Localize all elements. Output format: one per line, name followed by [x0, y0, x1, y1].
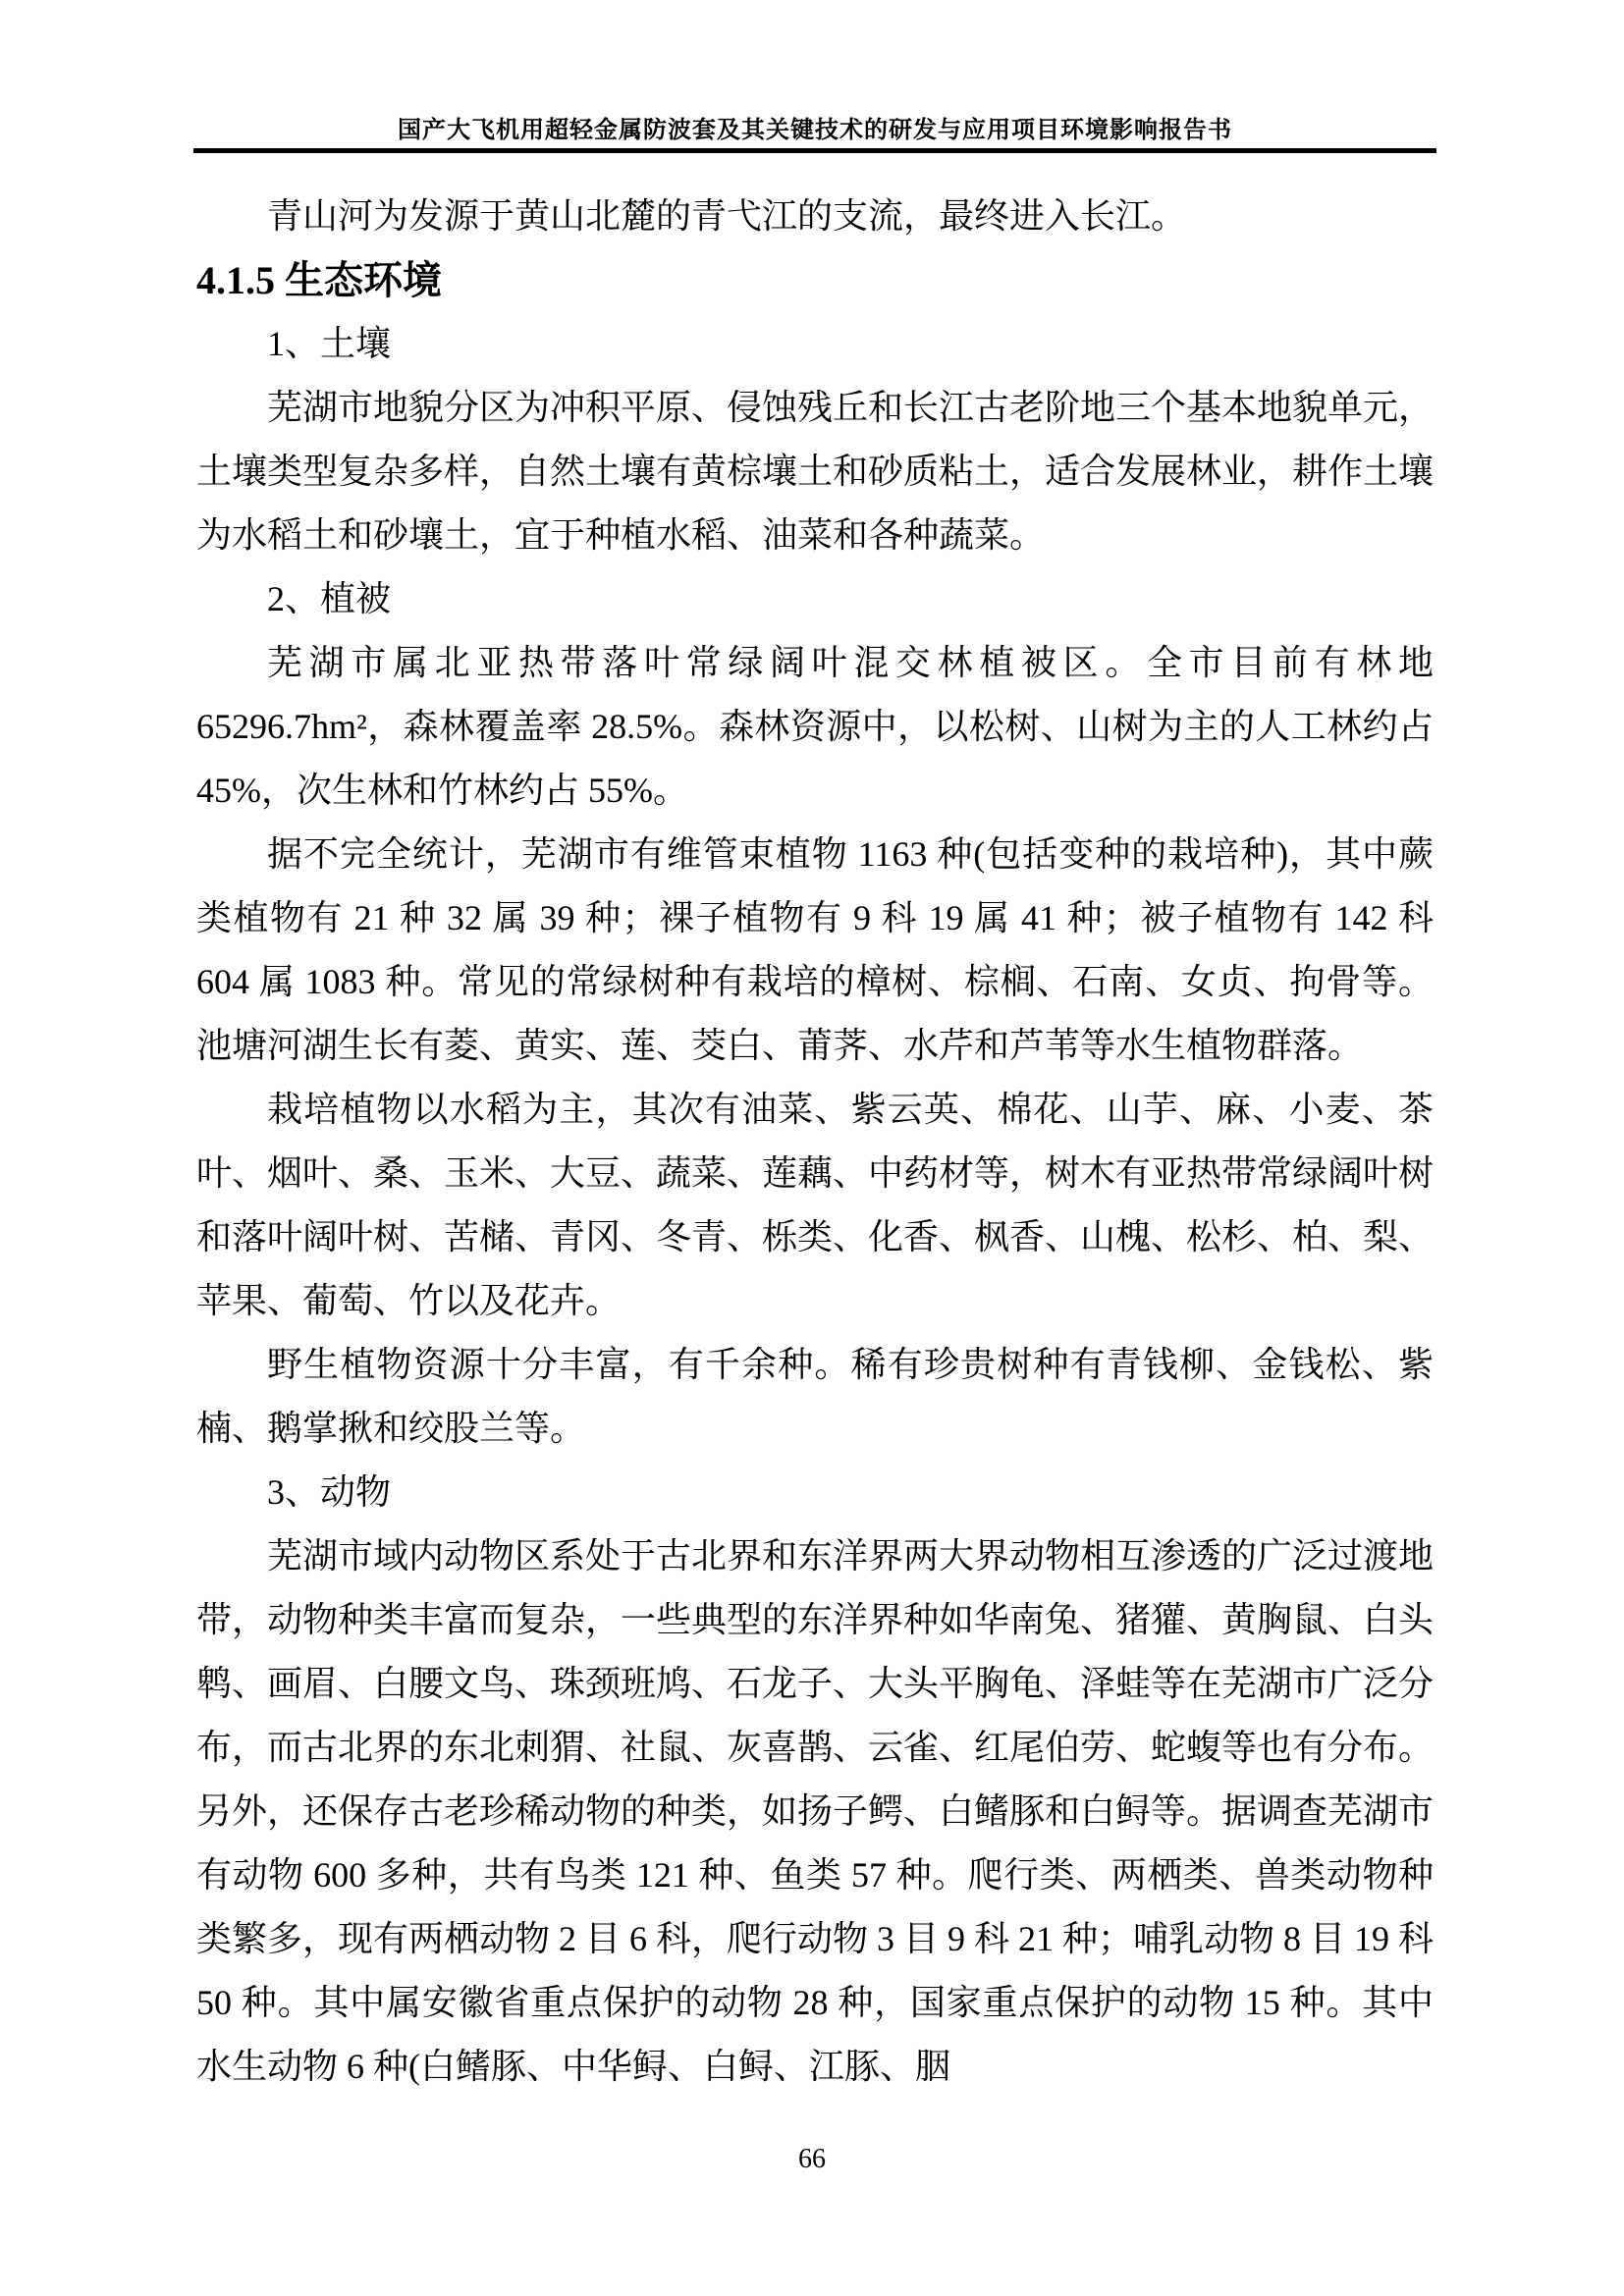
paragraph-soil: 芜湖市地貌分区为冲积平原、侵蚀残丘和长江古老阶地三个基本地貌单元，土壤类型复杂多样，自然土壤有黄棕壤土和砂质粘土，适合发展林业，耕作土壤为水稻土和砂壤土，宜于种植水稻、油菜和各种蔬菜。 — [196, 388, 1435, 555]
paragraph-cultivated-plants: 栽培植物以水稻为主，其次有油菜、紫云英、棉花、山芋、麻、小麦、茶叶、烟叶、桑、玉米、大豆、蔬菜、莲藕、中药材等，树木有亚热带常绿阔叶树和落叶阔叶树、苦槠、青冈、冬青、栎类、化香、枫香、山槐、松杉、柏、梨、苹果、葡萄、竹以及花卉。 — [196, 1090, 1435, 1320]
paragraph-qingshan-river: 青山河为发源于黄山北麓的青弋江的支流，最终进入长江。 — [267, 196, 1187, 236]
header-divider — [193, 148, 1436, 153]
item-vegetation: 2、植被 — [267, 579, 392, 618]
page-number: 66 — [798, 2144, 826, 2174]
document-body — [196, 185, 1434, 2099]
paragraph-plant-statistics: 据不完全统计，芜湖市有维管束植物 1163 种(包括变种的栽培种)，其中蕨类植物有 21 种 32 属 39 种；裸子植物有 9 科 19 属 41 种；被子植物有 142 科 604 属 1083 种。常见的常绿树种有栽培的樟树、棕榈、石南、女贞、拘骨等。池塘河湖生长有菱、黄实、莲、茭白、莆荠、水芹和芦苇等水生植物群落。 — [196, 834, 1434, 1065]
section-heading-ecology: 4.1.5 生态环境 — [196, 258, 442, 302]
item-animals: 3、动物 — [267, 1472, 392, 1512]
paragraph-animals: 芜湖市域内动物区系处于古北界和东洋界两大界动物相互渗透的广泛过渡地带，动物种类丰富而复杂，一些典型的东洋界种如华南兔、猪獾、黄胸鼠、白头鹎、画眉、白腰文鸟、珠颈班鸠、石龙子、大头平胸龟、泽蛙等在芜湖市广泛分布，而古北界的东北刺猬、社鼠、灰喜鹊、云雀、红尾伯劳、蛇蝮等也有分布。另外，还保存古老珍稀动物的种类，如扬子鳄、白鳍豚和白鲟等。据调查芜湖市有动物 600 多种，共有鸟类 121 种、鱼类 57 种。爬行类、两栖类、兽类动物种类繁多，现有两栖动物 2 目 6 科，爬行动物 3 目 9 科 21 种；哺乳动物 8 目 19 科 50 种。其中属安徽省重点保护的动物 28 种，国家重点保护的动物 15 种。其中水生动物 6 种(白鳍豚、中华鲟、白鲟、江豚、胭 — [196, 1536, 1435, 2086]
item-soil: 1、土壤 — [267, 324, 392, 363]
paragraph-vegetation-overview: 芜湖市属北亚热带落叶常绿阔叶混交林植被区。全市目前有林地 65296.7hm²，森林覆盖率 28.5%。森林资源中，以松树、山树为主的人工林约占 45%，次生林和竹林约占 55%。 — [196, 643, 1434, 810]
paragraph-wild-plants: 野生植物资源十分丰富，有千余种。稀有珍贵树种有青钱柳、金钱松、紫楠、鹅掌揪和绞股兰等。 — [196, 1345, 1434, 1448]
report-header-title: 国产大飞机用超轻金属防波套及其关键技术的研发与应用项目环境影响报告书 — [398, 118, 1232, 143]
